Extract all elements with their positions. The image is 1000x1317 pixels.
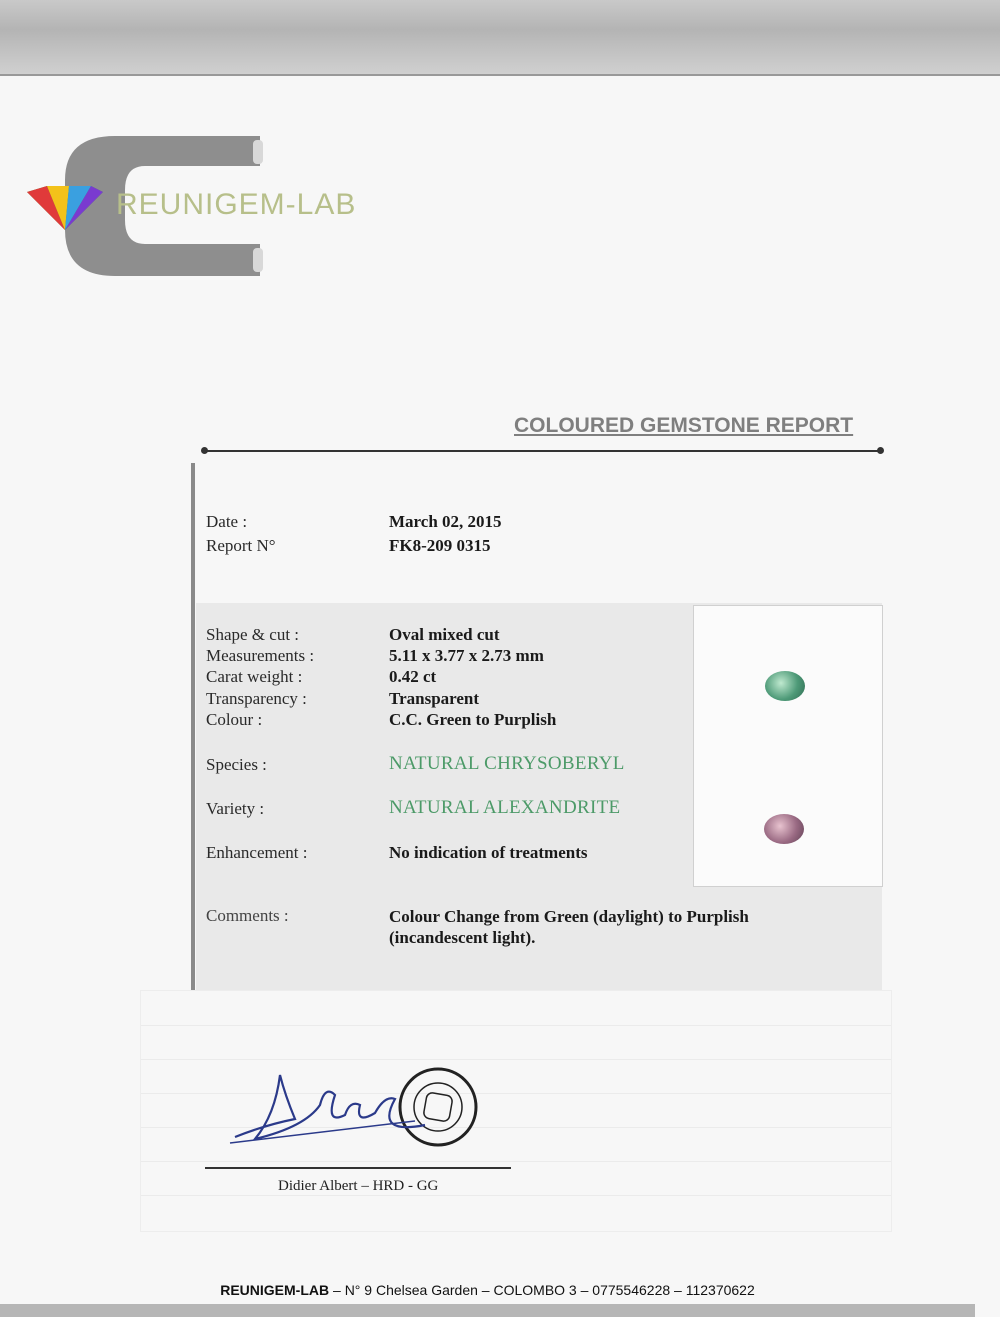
carat-weight-value: 0.42 ct [389, 667, 437, 686]
comments-line-2: (incandescent light). [389, 928, 536, 947]
report-number-value: FK8-209 0315 [389, 536, 491, 555]
species-label: Species : [206, 755, 267, 774]
transparency-value: Transparent [389, 689, 480, 708]
transparency-label: Transparency : [206, 689, 307, 708]
enhancement-label: Enhancement : [206, 843, 308, 862]
logo-wordmark: REUNIGEM-LAB [116, 188, 357, 221]
footer-address [0, 1282, 975, 1298]
comments-line-1: Colour Change from Green (daylight) to Purplish [389, 907, 749, 926]
shape-cut-value: Oval mixed cut [389, 625, 500, 644]
scan-bottom-band [0, 1304, 975, 1317]
species-value: NATURAL CHRYSOBERYL [389, 753, 625, 774]
enhancement-value: No indication of treatments [389, 843, 588, 862]
variety-label: Variety : [206, 799, 265, 818]
scan-top-band [0, 0, 1000, 76]
date-value: March 02, 2015 [389, 512, 502, 531]
report-title: COLOURED GEMSTONE REPORT [514, 414, 854, 437]
colour-label: Colour : [206, 710, 263, 729]
variety-value: NATURAL ALEXANDRITE [389, 797, 621, 818]
gemstone-incandescent-photo [764, 814, 804, 844]
measurements-label: Measurements : [206, 646, 315, 665]
left-accent-bar [191, 463, 195, 990]
round-stamp-seal [400, 1069, 476, 1145]
signature-and-stamp [225, 1055, 485, 1165]
gemstone-daylight-photo [765, 671, 805, 701]
gem-photo-panel [693, 605, 883, 887]
colour-value: C.C. Green to Purplish [389, 710, 557, 729]
title-divider [205, 450, 880, 452]
carat-weight-label: Carat weight : [206, 667, 303, 686]
signatory-name: Didier Albert – HRD - GG [278, 1178, 439, 1194]
footer-brand: REUNIGEM-LAB [220, 1282, 330, 1298]
shape-cut-label: Shape & cut : [206, 625, 300, 644]
footer-contact: – N° 9 Chelsea Garden – COLOMBO 3 – 0775546228 – 112370622 [329, 1282, 755, 1298]
report-number-label: Report N° [206, 536, 276, 555]
date-label: Date : [206, 512, 248, 531]
measurements-value: 5.11 x 3.77 x 2.73 mm [389, 646, 544, 665]
comments-label: Comments : [206, 906, 289, 925]
signature-line [205, 1167, 511, 1169]
